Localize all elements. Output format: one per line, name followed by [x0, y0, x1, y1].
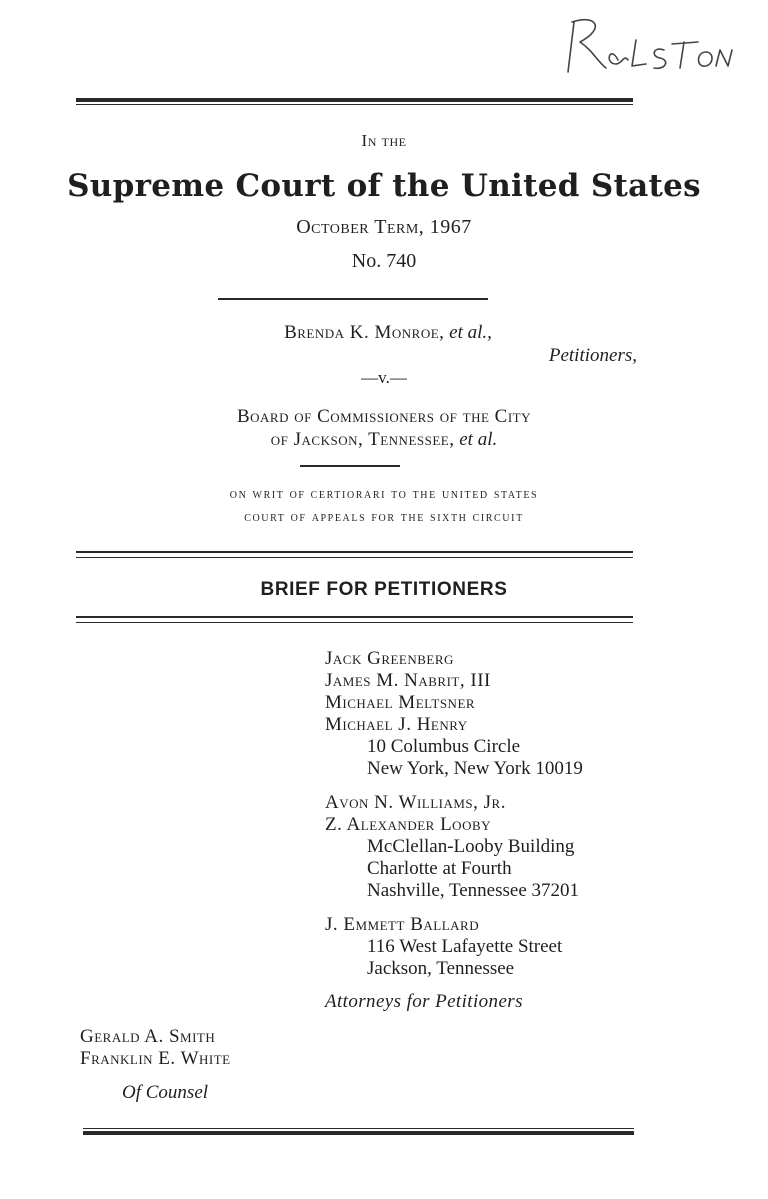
divider-rule-2	[300, 465, 400, 467]
writ-line-1: on writ of certiorari to the united states	[229, 487, 539, 502]
address-line: Jackson, Tennessee	[367, 958, 515, 979]
attorney-name: J. Emmett Ballard	[325, 914, 480, 935]
counsel-name: Franklin E. White	[80, 1048, 231, 1069]
attorney-group-3	[325, 914, 562, 980]
attorney-name: James M. Nabrit, III	[325, 670, 491, 691]
address-line: 116 West Lafayette Street	[367, 936, 563, 957]
address-line: Charlotte at Fourth	[367, 858, 512, 879]
respondent-etal: et al.	[459, 429, 498, 450]
petitioner-line	[0, 322, 768, 344]
address-line: 10 Columbus Circle	[367, 736, 521, 757]
respondent-location: of Jackson, Tennessee,	[270, 429, 455, 450]
double-rule-upper	[76, 551, 633, 558]
attorney-name: Avon N. Williams, Jr.	[325, 792, 506, 813]
counsel-name: Gerald A. Smith	[80, 1026, 216, 1047]
attorney-name: Z. Alexander Looby	[325, 814, 492, 835]
writ-line-2: court of appeals for the sixth circuit	[244, 510, 524, 525]
respondent-line-1: Board of Commissioners of the City	[236, 406, 531, 427]
attorney-name: Michael Meltsner	[325, 692, 476, 713]
petitioners-role: Petitioners,	[548, 345, 637, 366]
petitioner-etal: et al.,	[449, 322, 492, 343]
attorney-name: Michael J. Henry	[325, 714, 468, 735]
bottom-rule-thin	[83, 1128, 634, 1129]
respondent-line-2	[0, 429, 768, 451]
address-line: Nashville, Tennessee 37201	[367, 880, 580, 901]
attorney-name: Jack Greenberg	[325, 648, 454, 669]
attorneys-label: Attorneys for Petitioners	[325, 991, 523, 1012]
petitioner-name: Brenda K. Monroe,	[284, 322, 445, 343]
court-title: Supreme Court of the United States	[67, 168, 701, 204]
of-counsel-group	[80, 1026, 231, 1104]
of-counsel-label: Of Counsel	[122, 1082, 209, 1103]
in-the-label: In the	[361, 131, 407, 150]
address-line: New York, New York 10019	[367, 758, 583, 779]
term-line: October Term, 1967	[296, 216, 472, 238]
attorney-group-1	[325, 648, 583, 780]
case-number: No. 740	[351, 250, 417, 272]
top-rule-thin	[76, 104, 633, 105]
address-line: McClellan-Looby Building	[367, 836, 575, 857]
top-rule	[76, 98, 633, 102]
versus-marker: —v.—	[361, 368, 407, 387]
attorney-group-2	[325, 792, 579, 902]
divider-rule-1	[218, 298, 488, 300]
handwritten-annotation	[566, 14, 736, 78]
brief-title: BRIEF FOR PETITIONERS	[260, 579, 508, 600]
bottom-rule	[83, 1131, 634, 1135]
double-rule-lower	[76, 616, 633, 623]
